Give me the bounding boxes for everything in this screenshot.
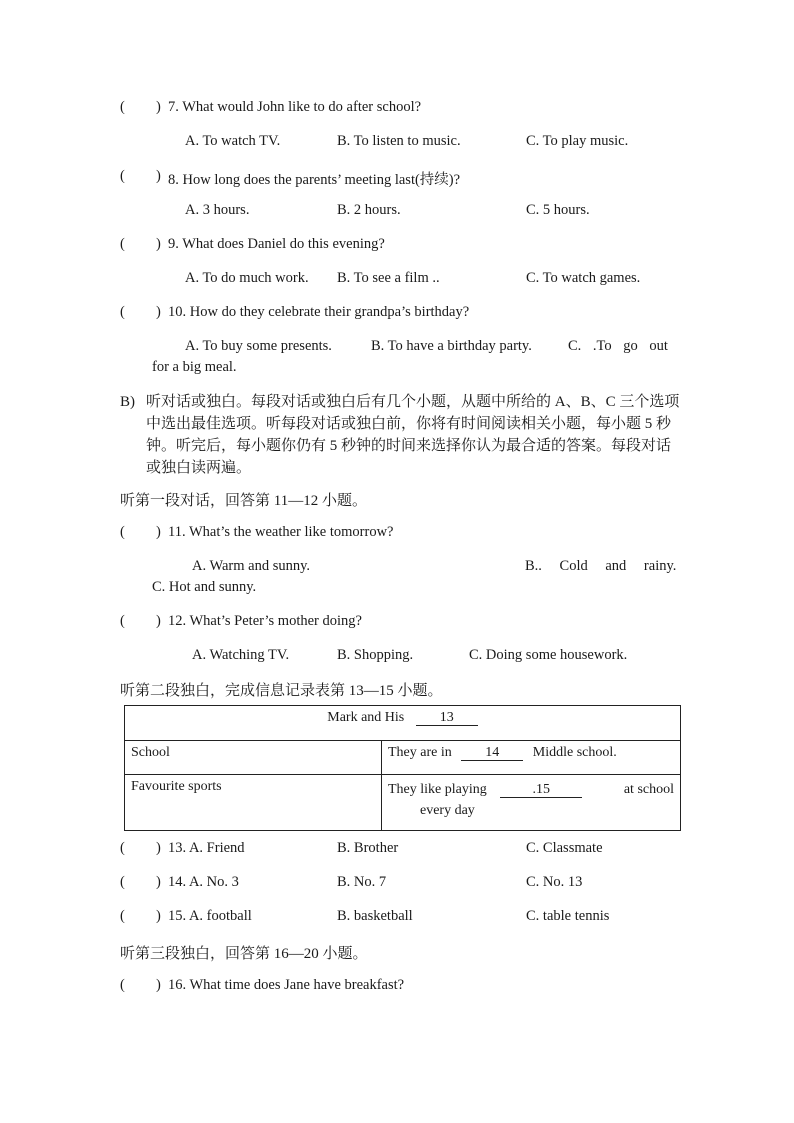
question-14-option-b: B. No. 7	[337, 874, 387, 890]
blank-15: .15	[500, 783, 582, 798]
part-2-heading: 听第二段独白，完成信息记录表第 13—15 小题。	[120, 683, 443, 699]
school-label: School	[131, 745, 170, 760]
question-10-stem: 10. How do they celebrate their grandpa’s birthday?	[168, 304, 470, 320]
answer-bracket: (	[120, 840, 125, 856]
question-11-option-c: C. Hot and sunny.	[152, 579, 257, 595]
info-record-table	[124, 705, 681, 831]
question-8-option-c: C. 5 hours.	[526, 202, 590, 218]
question-9-option-c: C. To watch games.	[526, 270, 641, 286]
question-14-option-c: C. No. 13	[526, 874, 583, 890]
sports-text-post: at school	[623, 782, 674, 797]
question-9-option-b: B. To see a film ..	[337, 270, 440, 286]
question-9-option-a: A. To do much work.	[185, 270, 309, 286]
sports-text-pre: They like playing	[388, 782, 487, 797]
section-b-instructions	[120, 391, 680, 479]
answer-bracket-close: )	[156, 168, 161, 184]
blank-13: 13	[416, 711, 478, 726]
question-15-option-a: 15. A. football	[168, 908, 252, 924]
answer-bracket: (	[120, 168, 125, 184]
answer-bracket: (	[120, 613, 125, 629]
question-11-stem: 11. What’s the weather like tomorrow?	[168, 524, 394, 540]
answer-bracket-close: )	[156, 524, 161, 540]
answer-bracket: (	[120, 908, 125, 924]
part-3-heading: 听第三段独白，回答第 16—20 小题。	[120, 946, 368, 962]
answer-bracket: (	[120, 304, 125, 320]
question-15-option-c: C. table tennis	[526, 908, 610, 924]
question-8-option-b: B. 2 hours.	[337, 202, 401, 218]
question-13-option-c: C. Classmate	[526, 840, 603, 856]
question-15-option-b: B. basketball	[337, 908, 413, 924]
question-11-option-b: B.. Cold and rainy.	[525, 558, 677, 574]
school-value-cell	[382, 741, 681, 775]
school-text-pre: They are in	[388, 745, 452, 760]
table-title: Mark and His	[327, 710, 405, 725]
sports-label-cell	[125, 775, 382, 831]
question-7-option-c: C. To play music.	[526, 133, 629, 149]
answer-bracket: (	[120, 524, 125, 540]
answer-bracket-close: )	[156, 613, 161, 629]
answer-bracket-close: )	[156, 99, 161, 115]
answer-bracket: (	[120, 236, 125, 252]
question-10-option-b: B. To have a birthday party.	[371, 338, 532, 354]
answer-bracket-close: )	[156, 874, 161, 890]
question-16-stem: 16. What time does Jane have breakfast?	[168, 977, 405, 993]
question-8-stem: 8. How long does the parents’ meeting last(持续)?	[168, 172, 461, 188]
answer-bracket: (	[120, 874, 125, 890]
sports-label: Favourite sports	[131, 779, 222, 794]
question-10-option-c-cont: for a big meal.	[152, 359, 237, 375]
question-12-stem: 12. What’s Peter’s mother doing?	[168, 613, 362, 629]
question-12-option-b: B. Shopping.	[337, 647, 414, 663]
blank-14: 14	[461, 746, 523, 761]
answer-bracket-close: )	[156, 908, 161, 924]
question-14-option-a: 14. A. No. 3	[168, 874, 239, 890]
table-title-cell	[125, 706, 681, 741]
question-8-option-a: A. 3 hours.	[185, 202, 250, 218]
question-11-option-a: A. Warm and sunny.	[192, 558, 311, 574]
question-9-stem: 9. What does Daniel do this evening?	[168, 236, 385, 252]
answer-bracket-close: )	[156, 304, 161, 320]
school-label-cell	[125, 741, 382, 775]
question-7-option-b: B. To listen to music.	[337, 133, 461, 149]
part-1-heading: 听第一段对话，回答第 11—12 小题。	[120, 493, 367, 509]
question-7-stem: 7. What would John like to do after school?	[168, 99, 422, 115]
question-13-option-b: B. Brother	[337, 840, 399, 856]
sports-text-line2: every day	[420, 803, 475, 818]
answer-bracket-close: )	[156, 840, 161, 856]
question-12-option-c: C. Doing some housework.	[469, 647, 628, 663]
question-10-option-c: C. .To go out	[568, 338, 668, 354]
answer-bracket-close: )	[156, 977, 161, 993]
sports-value-cell	[382, 775, 681, 831]
answer-bracket-close: )	[156, 236, 161, 252]
section-b-text: 听对话或独白。每段对话或独白后有几个小题，从题中所给的 A、B、C 三个选项中选出最佳选项。听每段对话或独白前，你将有时间阅读相关小题，每小题 5 秒钟。听完后，每小题你仍有 5 秒钟的时间来选择你认为最合适的答案。每段对话或独白读两遍。	[146, 394, 680, 476]
question-10-option-a: A. To buy some presents.	[185, 338, 332, 354]
school-text-post: Middle school.	[532, 745, 617, 760]
question-13-option-a: 13. A. Friend	[168, 840, 245, 856]
question-12-option-a: A. Watching TV.	[192, 647, 290, 663]
answer-bracket: (	[120, 99, 125, 115]
question-7-option-a: A. To watch TV.	[185, 133, 281, 149]
section-b-label: B)	[120, 394, 135, 410]
answer-bracket: (	[120, 977, 125, 993]
